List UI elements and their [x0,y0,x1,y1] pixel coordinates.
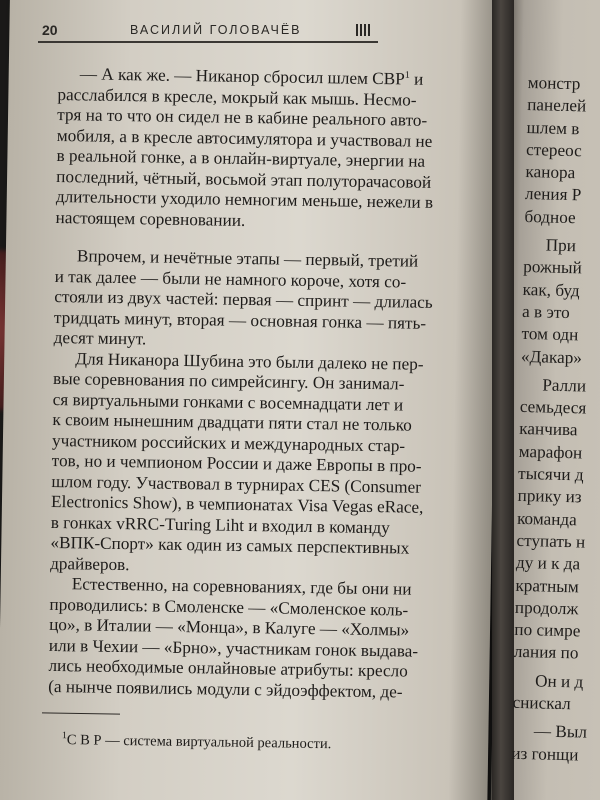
text-segment: ся виртуальными гонками с восемнадцати лет и [52,389,404,414]
right-page-line: ступать н [516,530,586,552]
header-rule [38,41,378,43]
text-segment: — А как же. — Никанор сбросил шлем СВР [79,64,405,89]
book-gutter [492,0,514,800]
text-segment: вые соревнования по симрейсингу. Он занимал- [52,368,405,394]
text-segment: в гонках vRRC-Turing Liht и входил в команду [50,512,391,537]
text-segment: тов, но и чемпионом России и даже Европы в про- [51,450,422,476]
right-page-line: панелей [526,95,587,116]
right-page-line: шлем в [526,117,580,138]
header-ornament-icon [356,24,370,36]
right-page-line: прику из [517,486,582,507]
text-segment: настоящем соревновании. [55,207,246,230]
right-page-line: марафон [518,441,583,463]
text-segment: Electronics Show), в чемпионатах Visa Vegas eRace, [50,491,424,517]
right-page-line: семьдеся [519,397,587,418]
text-segment: десят минут. [53,327,147,349]
right-page-line: Ралли [542,375,587,396]
right-page-line: бодное [524,206,576,227]
text-segment: тридцать минут, вторая — основная гонка — пять- [53,307,427,333]
right-page-line: рожный [523,257,583,278]
text-segment: проводились: в Смоленске — «Смоленское коль- [49,594,409,620]
right-page-line: том одн [521,324,579,345]
right-page-line: а в это [521,301,570,323]
text-segment: шлом году. Участвовал в турнирах CES (Consumer [51,471,422,497]
running-header [38,22,378,44]
author-name: ВАСИЛИЙ ГОЛОВАЧЁВ [130,23,302,37]
right-page-line: канора [525,162,576,183]
right-page-line: При [545,235,577,256]
text-segment: к своим нынешним двадцати пяти стал не только [52,409,412,435]
right-page-line: — Выл [533,721,588,742]
text-segment: мобиля, а в кресле автосимулятора и участвовал не [56,125,433,151]
text-segment: и [409,69,424,89]
right-page-line: лания по [513,642,579,663]
body-text [48,64,448,703]
right-page-line: как, буд [522,279,580,300]
right-page-line: канчива [519,419,578,440]
text-segment: Естественно, на соревнованиях, где бы они ни [71,574,412,599]
right-page-line: из гонщи [511,743,579,765]
right-page-line: по симре [514,619,581,641]
text-segment: (а нынче появились модули с эйдоэффектом, де- [48,676,403,701]
text-segment: Для Никанора Шубина это были далеко не пер- [75,348,424,374]
right-page-line: команда [516,508,578,529]
text-segment: последний, чётный, восьмой этап полуторачасовой [56,166,432,192]
right-page-line: стереос [525,139,582,161]
right-page-line: снискал [512,692,571,714]
right-page-line: ления Р [524,184,582,205]
footnote-ref: 1 [404,69,410,81]
text-segment: стояли из двух частей: первая — спринт — длилась [54,286,433,312]
text-segment: Впрочем, и нечётные этапы — первый, третий [76,246,419,271]
right-page-line: «Дакар» [520,346,583,367]
text-segment: в реальной гонке, а в онлайн-виртуале, энергии на [56,145,426,171]
right-page-line: монстр [527,72,581,94]
page-number: 20 [42,22,58,38]
text-segment: расслабился в кресле, мокрый как мышь. Несмо- [57,84,417,110]
text-segment: длительности уходило немногим меньше, нежели в [55,186,434,212]
right-page-line: тысячи д [517,463,584,485]
right-page-line: кратным [515,575,579,596]
right-page-line: продолж [514,597,579,619]
right-page-line: Он и д [534,671,584,692]
text-segment: и так далее — были не намного короче, хотя со- [54,266,407,291]
footnote-text: С В Р — система виртуальной реальности. [66,732,332,753]
text-segment: цо», в Италии — «Монца», в Калуге — «Холмы» [49,614,410,640]
text-segment: «ВПК-Спорт» как один из самых перспективных [50,532,410,558]
footnote-marker: 1 [61,730,68,742]
text-segment: лись необходимые онлайновые атрибуты: кресло [48,655,408,681]
text-segment: тря на то что он сидел не в кабине реального авто- [57,104,428,130]
text-segment: драйверов. [50,553,130,574]
text-segment: или в Чехии — «Брно», участникам гонок выдава- [48,635,419,661]
right-page-line: ду и к да [515,553,581,574]
text-segment: участником российских и международных стар- [51,430,406,455]
